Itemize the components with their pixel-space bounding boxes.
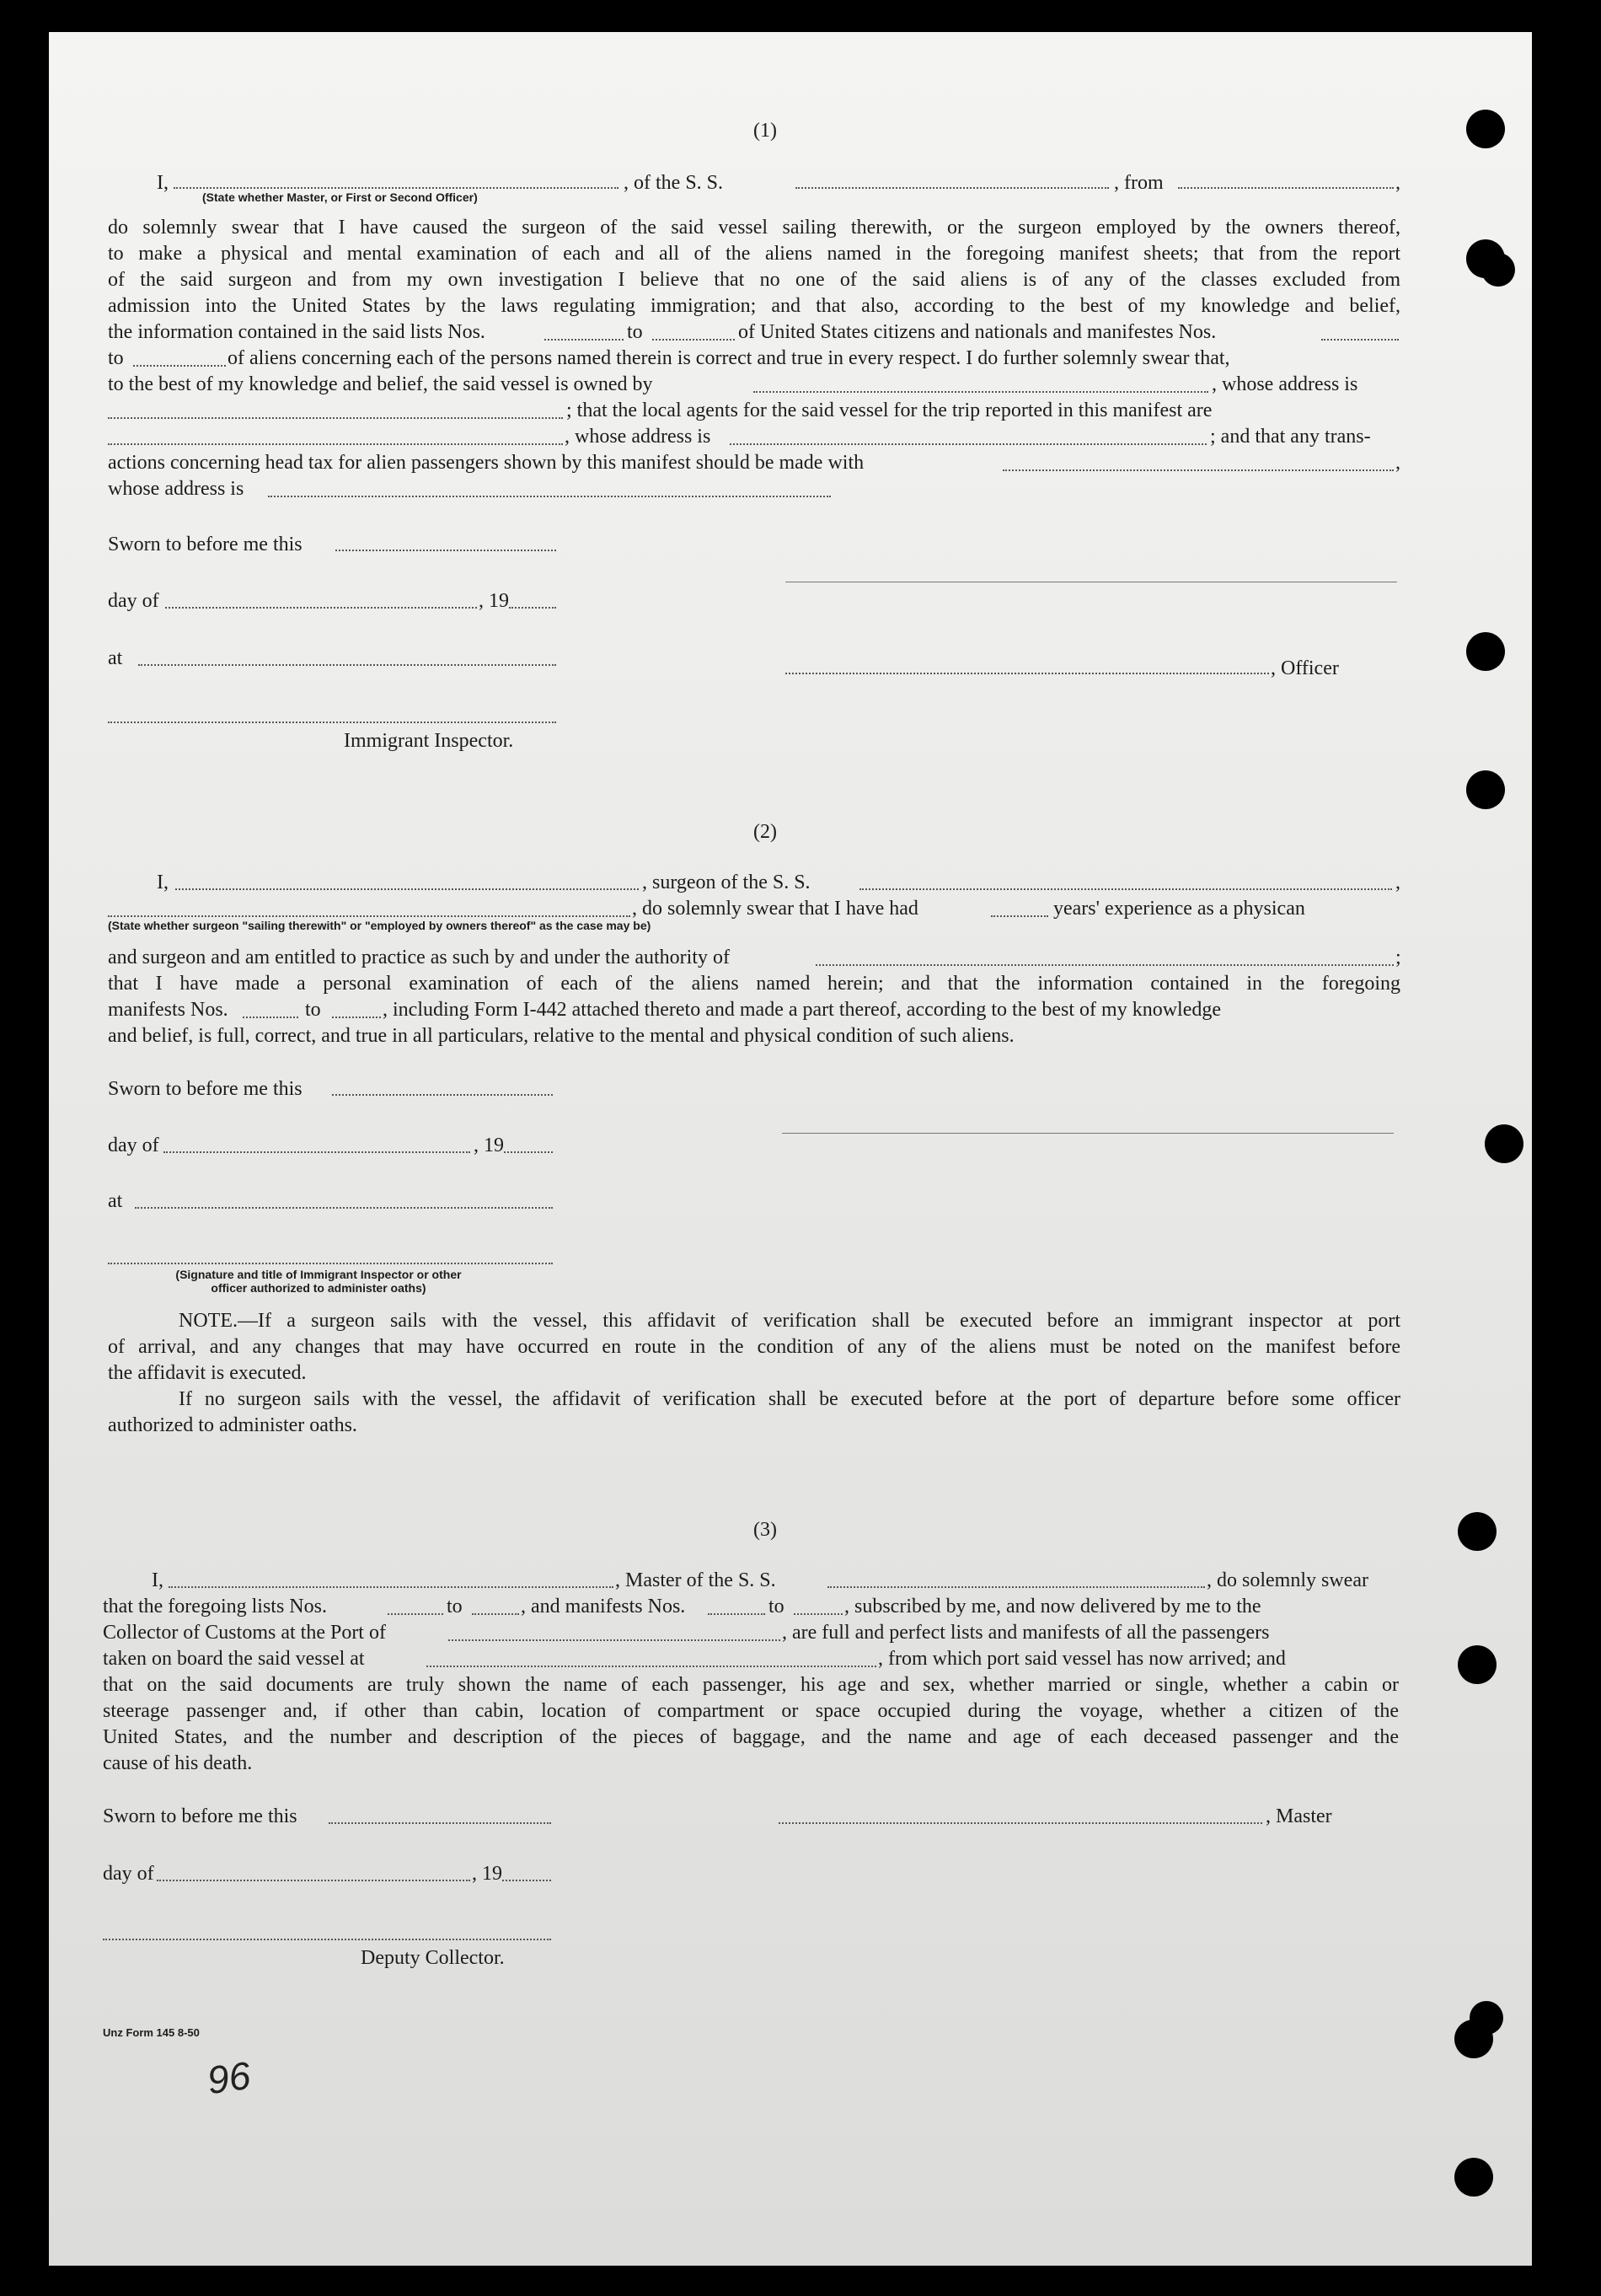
vessel-owner-field[interactable] [753,391,1208,393]
punch-hole [1481,253,1515,287]
paragraph-line: manifests Nos. [108,999,228,1021]
oath-text: , Master of the S. S. [615,1569,776,1591]
paragraph-line: that the foregoing lists Nos. [103,1596,327,1617]
oath-text: , [1395,172,1400,194]
master-signature-line[interactable] [779,1822,1262,1824]
paragraph-line: the information contained in the said lists Nos. [108,321,485,343]
paragraph-line: Collector of Customs at the Port of [103,1622,386,1644]
agents-address-field[interactable] [730,443,1207,445]
years-experience-field[interactable] [991,915,1048,917]
sworn-day-field[interactable] [335,550,556,551]
day-of-label: day of [108,1135,159,1156]
manifest-number-field[interactable] [1321,339,1399,341]
deputy-signature-line[interactable] [103,1939,551,1940]
paragraph-line: United States, and the number and description of the pieces of baggage, and the name and age of each deceased passenger and the [103,1726,1399,1748]
sworn-year-field[interactable] [509,607,556,609]
paragraph-line: that on the said documents are truly shown the name of each passenger, his age and sex, whether married or single, whether a cabin or [103,1674,1399,1696]
year-label: , 19 [479,590,509,612]
note-line: NOTE.—If a surgeon sails with the vessel, this affidavit of verification shall be executed before an immigrant inspector at port [179,1310,1400,1332]
sworn-label: Sworn to before me this [108,1078,303,1100]
paragraph-line: , subscribed by me, and now delivered by me to the [844,1596,1261,1617]
manifests-to-field[interactable] [794,1613,843,1615]
note-line: the affidavit is executed. [108,1362,307,1384]
administrator-signature-line[interactable] [108,1263,553,1264]
punch-hole [1470,2001,1503,2035]
oath-text: , [1395,872,1400,893]
oath-text: , of the S. S. [624,172,724,194]
paragraph-line: to [627,321,643,343]
sworn-label: Sworn to before me this [108,534,303,555]
paragraph-line: of the said surgeon and from my own investigation I believe that no one of the said aliens is of any of the classes excluded from [108,269,1400,291]
officer-rank-note: (State whether Master, or First or Second Officer) [202,190,478,204]
paragraph-line: to [305,999,321,1021]
list-number-from-field[interactable] [544,339,624,341]
surgeon-status-note: (State whether surgeon "sailing therewith" or "employed by owners thereof" as the case may be) [108,919,651,932]
punch-hole [1458,1512,1497,1551]
at-label: at [108,1190,123,1212]
lists-to-field[interactable] [472,1613,519,1615]
at-label: at [108,647,123,669]
sworn-label: Sworn to before me this [103,1805,297,1827]
paragraph-line: ; that the local agents for the said vessel for the trip reported in this manifest are [566,400,1213,421]
departure-port-field[interactable] [1178,187,1394,189]
day-of-label: day of [108,590,159,612]
vessel-name-field[interactable] [795,187,1109,189]
customs-port-field[interactable] [448,1639,780,1641]
master-label: , Master [1266,1805,1332,1827]
paragraph-line: to [447,1596,463,1617]
lists-from-field[interactable] [388,1613,443,1615]
master-name-field[interactable] [169,1586,613,1588]
paragraph-line: to [768,1596,784,1617]
local-agents-field[interactable] [108,443,563,445]
punch-hole [1485,1124,1523,1163]
officer-label: , Officer [1271,657,1339,679]
owner-address-field[interactable] [108,417,563,419]
sworn-month-field[interactable] [157,1880,470,1881]
punch-hole [1454,2158,1493,2197]
handwritten-number: 96 [204,2052,254,2103]
signature-note: officer authorized to administer oaths) [211,1281,426,1295]
officer-rank-field[interactable] [785,673,1269,674]
form-number: Unz Form 145 8-50 [103,2026,200,2039]
sworn-year-field[interactable] [502,1880,551,1881]
day-of-label: day of [103,1863,154,1885]
list-number-to-field[interactable] [652,339,735,341]
surgeon-status-field[interactable] [108,915,630,917]
authority-field[interactable] [816,964,1394,966]
paragraph-line: to the best of my knowledge and belief, the said vessel is owned by [108,373,653,395]
oath-text: , do solemnly swear that I have had [632,898,918,920]
signature-note: (Signature and title of Immigrant Inspector or other [175,1268,462,1281]
surgeon-signature-line[interactable] [782,1133,1394,1134]
sworn-day-field[interactable] [332,1094,553,1096]
paragraph-line: do solemnly swear that I have caused the surgeon of the said vessel sailing therewith, or the surgeon employed by the owners thereof, [108,217,1400,239]
oath-text: , from [1114,172,1164,194]
master-vessel-field[interactable] [827,1586,1205,1588]
sworn-month-field[interactable] [163,1151,470,1153]
oath-text: , surgeon of the S. S. [642,872,811,893]
paragraph-line: , from which port said vessel has now arrived; and [878,1648,1286,1670]
note-line: If no surgeon sails with the vessel, the affidavit of verification shall be executed before at the port of departure before some officer [179,1388,1400,1410]
paragraph-line: and belief, is full, correct, and true in all particulars, relative to the mental and physical condition of such aliens. [108,1025,1015,1047]
head-tax-address-field[interactable] [268,496,831,497]
sworn-day-field[interactable] [329,1822,551,1824]
paragraph-line: that I have made a personal examination of each of the aliens named herein; and that the information contained in the foregoing [108,973,1400,995]
paragraph-line: , including Form I-442 attached thereto and made a part thereof, according to the best of my knowledge [383,999,1222,1021]
paragraph-line: steerage passenger and, if other than cabin, location of compartment or space occupied during the voyage, whether a citizen of the [103,1700,1399,1722]
head-tax-contact-field[interactable] [1003,469,1394,471]
paragraph-line: whose address is [108,478,244,500]
paragraph-line: ; and that any trans- [1210,426,1371,448]
paragraph-line: , and manifests Nos. [521,1596,686,1617]
inspector-label: Immigrant Inspector. [344,730,514,752]
sworn-year-field[interactable] [504,1151,553,1153]
note-line: authorized to administer oaths. [108,1414,357,1436]
paragraph-line: of aliens concerning each of the persons named therein is correct and true in every respect. I do further solemnly swear that, [228,347,1230,369]
paragraph-line: ; [1395,947,1401,968]
oath-text: , do solemnly swear [1207,1569,1368,1591]
oath-text: I, [157,872,169,893]
paragraph-line: of United States citizens and nationals and manifestes Nos. [738,321,1217,343]
year-label: , 19 [472,1863,502,1885]
manifests-from-field[interactable] [708,1613,765,1615]
surgeon-name-field[interactable] [175,888,639,890]
manifest-from-field[interactable] [243,1017,298,1018]
punch-hole [1458,1645,1497,1684]
officer-name-field[interactable] [174,187,618,189]
paragraph-line: , whose address is [1212,373,1358,395]
paragraph-line: actions concerning head tax for alien passengers shown by this manifest should be made with [108,452,865,474]
oath-text: years' experience as a physican [1053,898,1305,920]
paragraph-line: , are full and perfect lists and manifests of all the passengers [782,1622,1270,1644]
paragraph-line: cause of his death. [103,1752,253,1774]
paragraph-line: admission into the United States by the laws regulating immigration; and that also, according to the best of my knowledge and belief, [108,295,1400,317]
year-label: , 19 [474,1135,504,1156]
manifest-to-field[interactable] [332,1017,381,1018]
inspector-signature-line[interactable] [108,722,556,723]
paragraph-line: , whose address is [565,426,711,448]
oath-text: I, [152,1569,163,1591]
deputy-label: Deputy Collector. [361,1947,505,1969]
sworn-place-field[interactable] [138,664,556,666]
punch-hole [1466,110,1505,148]
punch-hole [1466,770,1505,809]
paragraph-line: , [1395,452,1400,474]
section-number: (2) [753,821,777,843]
oath-text: I, [157,172,169,194]
boarding-port-field[interactable] [426,1666,876,1667]
paragraph-line: to [108,347,124,369]
section-number: (1) [753,120,777,142]
document-page [49,32,1532,2266]
manifest-number-to-field[interactable] [133,365,226,367]
paragraph-line: to make a physical and mental examination of each and all of the aliens named in the foregoing manifest sheets; that from the report [108,243,1400,265]
sworn-place-field[interactable] [135,1207,553,1209]
surgeon-vessel-field[interactable] [859,888,1392,890]
note-line: of arrival, and any changes that may have occurred en route in the condition of any of the aliens must be noted on the manifest before [108,1336,1400,1358]
section-number: (3) [753,1519,777,1541]
punch-hole [1466,632,1505,671]
paragraph-line: taken on board the said vessel at [103,1648,365,1670]
paragraph-line: and surgeon and am entitled to practice as such by and under the authority of [108,947,730,968]
sworn-month-field[interactable] [165,607,477,609]
